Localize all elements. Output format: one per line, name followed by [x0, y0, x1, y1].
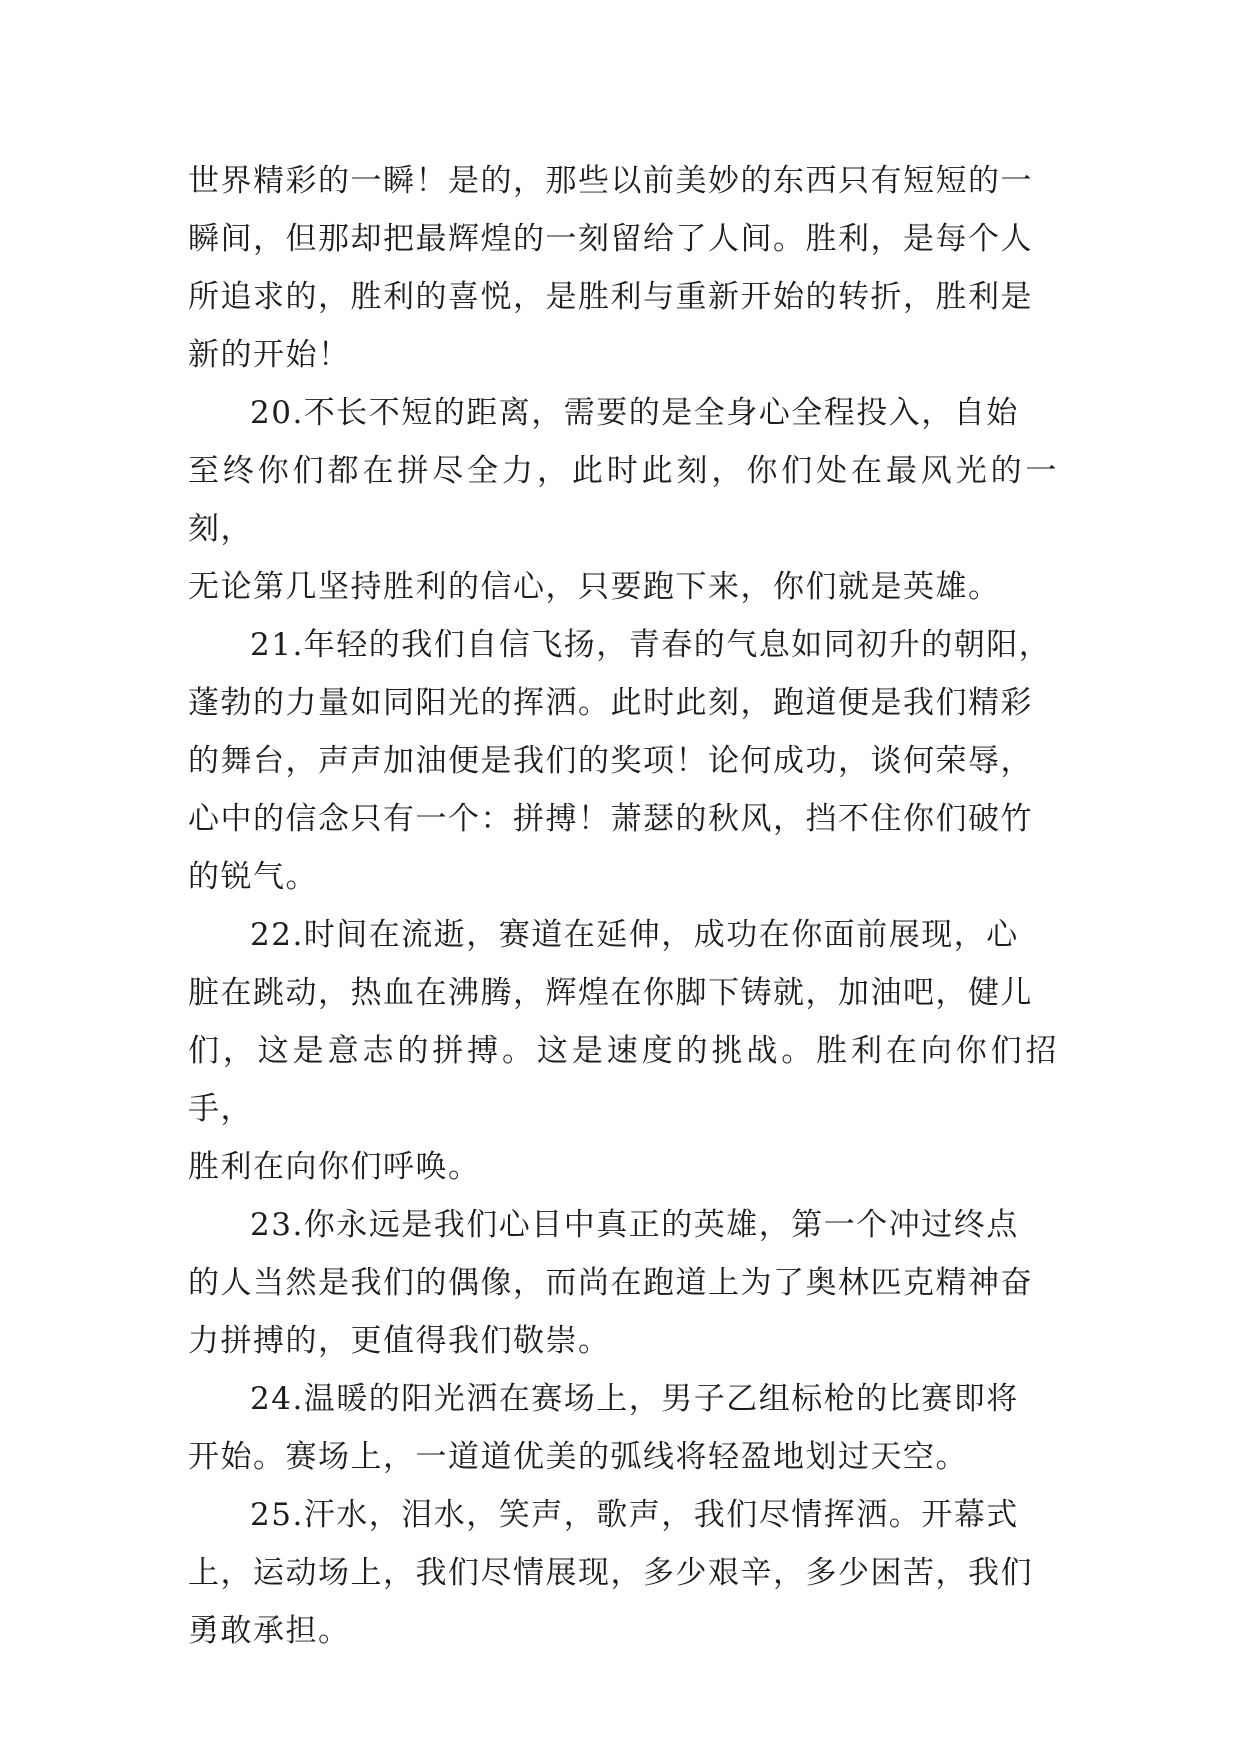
text-line: 的舞台，声声加油便是我们的奖项！论何成功，谈何荣辱，	[188, 743, 1033, 779]
text-line: 25.汗水，泪水，笑声，歌声，我们尽情挥洒。开幕式	[250, 1497, 1019, 1533]
text-line: 上，运动场上，我们尽情展现，多少艰辛，多少困苦，我们	[188, 1555, 1033, 1591]
text-line: 所追求的，胜利的喜悦，是胜利与重新开始的转折，胜利是	[188, 279, 1033, 315]
text-line: 的人当然是我们的偶像，而尚在跑道上为了奥林匹克精神奋	[188, 1265, 1033, 1301]
paragraph-item-25	[188, 1486, 1058, 1660]
paragraph-item-20	[188, 384, 1058, 616]
text-line: 胜利在向你们呼唤。	[188, 1149, 481, 1185]
paragraph-item-24	[188, 1370, 1058, 1486]
text-line: 蓬勃的力量如同阳光的挥洒。此时此刻，跑道便是我们精彩	[188, 685, 1033, 721]
text-line: 23.你永远是我们心目中真正的英雄，第一个冲过终点	[250, 1207, 1019, 1243]
paragraph-continuation	[188, 152, 1058, 384]
text-line: 们，这是意志的拼搏。这是速度的挑战。胜利在向你们招手，	[188, 1033, 1058, 1127]
paragraph-item-22	[188, 906, 1058, 1196]
text-line: 瞬间，但那却把最辉煌的一刻留给了人间。胜利，是每个人	[188, 221, 1033, 257]
paragraph-item-21	[188, 616, 1058, 906]
text-line: 勇敢承担。	[188, 1613, 351, 1649]
text-line: 24.温暖的阳光洒在赛场上，男子乙组标枪的比赛即将	[250, 1381, 1019, 1417]
text-line: 世界精彩的一瞬！是的，那些以前美妙的东西只有短短的一	[188, 163, 1033, 199]
text-line: 无论第几坚持胜利的信心，只要跑下来，你们就是英雄。	[188, 569, 1001, 605]
text-line: 新的开始！	[188, 337, 351, 373]
text-line: 脏在跳动，热血在沸腾，辉煌在你脚下铸就，加油吧，健儿	[188, 975, 1033, 1011]
text-line: 22.时间在流逝，赛道在延伸，成功在你面前展现，心	[250, 917, 1019, 953]
text-line: 力拼搏的，更值得我们敬崇。	[188, 1323, 611, 1359]
text-line: 至终你们都在拼尽全力，此时此刻，你们处在最风光的一刻，	[188, 453, 1058, 547]
text-line: 心中的信念只有一个：拼搏！萧瑟的秋风，挡不住你们破竹	[188, 801, 1033, 837]
paragraph-item-23	[188, 1196, 1058, 1370]
text-line: 20.不长不短的距离，需要的是全身心全程投入，自始	[250, 395, 1019, 431]
text-line: 开始。赛场上，一道道优美的弧线将轻盈地划过天空。	[188, 1439, 968, 1475]
text-line: 21.年轻的我们自信飞扬，青春的气息如同初升的朝阳，	[250, 627, 1052, 663]
document-body	[188, 152, 1058, 1660]
text-line: 的锐气。	[188, 859, 318, 895]
